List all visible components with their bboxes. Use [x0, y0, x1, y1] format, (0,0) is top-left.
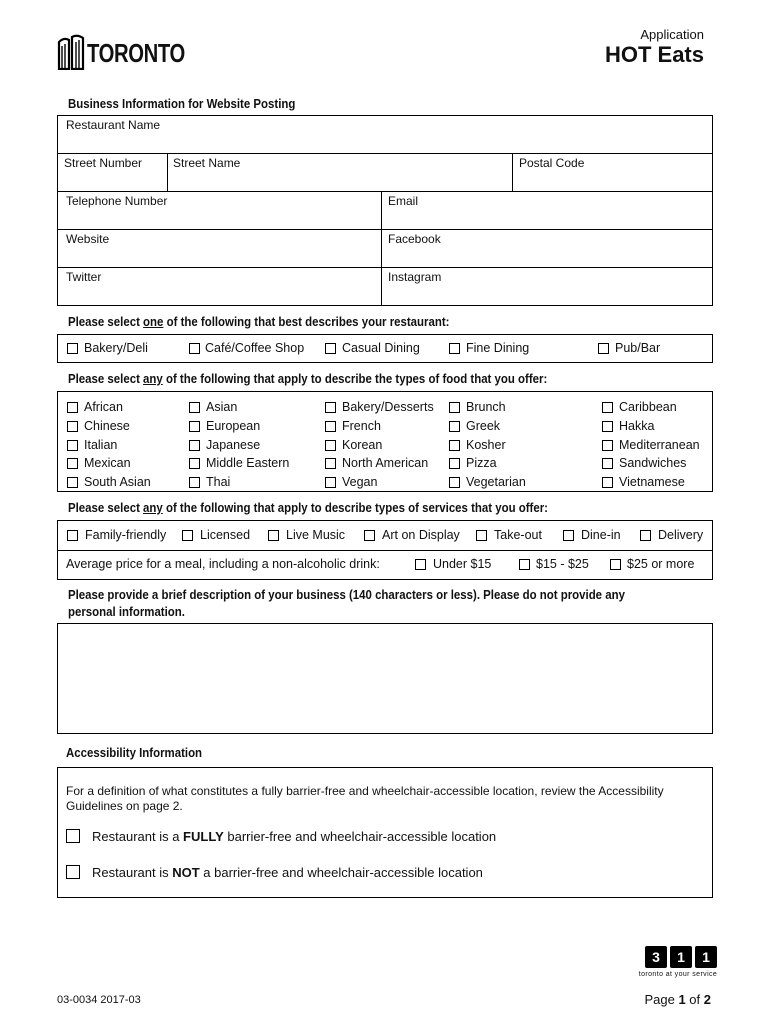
checkbox[interactable] — [563, 530, 574, 541]
restaurant-name-field[interactable]: Restaurant Name — [66, 118, 161, 132]
checkbox[interactable] — [449, 402, 460, 413]
food-option-label: Japanese — [206, 437, 261, 452]
food-option-label: Pizza — [466, 456, 497, 471]
checkbox[interactable] — [67, 440, 78, 451]
business-info-table — [57, 115, 713, 306]
checkbox[interactable] — [325, 440, 336, 451]
accessibility-info-line1: For a definition of what constitutes a fully barrier-free and wheelchair-accessible location, review the Accessibility — [66, 784, 664, 798]
food-option-label: North American — [342, 456, 429, 471]
checkbox[interactable] — [67, 421, 78, 432]
toronto-logo — [57, 34, 185, 72]
page-number: Page 1 of 2 — [644, 992, 711, 1007]
badge-digit: 3 — [645, 946, 667, 968]
logo-text: TORONTO — [87, 38, 185, 68]
checkbox[interactable] — [602, 440, 613, 451]
checkbox[interactable] — [325, 343, 336, 354]
telephone-field[interactable]: Telephone Number — [66, 194, 168, 208]
food-option-label: African — [84, 400, 123, 414]
facebook-field[interactable]: Facebook — [388, 232, 441, 246]
street-number-field[interactable]: Street Number — [64, 156, 143, 170]
checkbox[interactable] — [449, 477, 460, 488]
checkbox[interactable] — [519, 559, 530, 570]
description-prompt-line1: Please provide a brief description of your business (140 characters or less). Please do not provide any — [68, 587, 625, 602]
checkbox[interactable] — [189, 343, 200, 354]
checkbox[interactable] — [325, 458, 336, 469]
checkbox[interactable] — [449, 421, 460, 432]
checkbox[interactable] — [268, 530, 279, 541]
food-option-label: Vietnamese — [619, 475, 685, 490]
checkbox[interactable] — [189, 421, 200, 432]
food-option-label: French — [342, 418, 381, 433]
checkbox[interactable] — [67, 477, 78, 488]
badge-digit: 1 — [670, 946, 692, 968]
city-hall-logo-icon — [57, 34, 85, 70]
postal-code-field[interactable]: Postal Code — [519, 156, 585, 170]
checkbox[interactable] — [325, 402, 336, 413]
checkbox[interactable] — [640, 530, 651, 541]
food-option-label: Thai — [206, 475, 231, 490]
food-option-label: Sandwiches — [619, 456, 687, 471]
checkbox[interactable] — [189, 440, 200, 451]
food-option-label: Bakery/Desserts — [342, 400, 434, 414]
checkbox[interactable] — [189, 477, 200, 488]
food-option-label: Kosher — [466, 437, 506, 452]
business-section-title: Business Information for Website Posting — [68, 96, 296, 111]
instagram-field[interactable]: Instagram — [388, 270, 442, 284]
badge-311 — [638, 946, 721, 980]
checkbox[interactable] — [67, 458, 78, 469]
food-option-label: European — [206, 418, 261, 433]
accessibility-info-line2: Guidelines on page 2. — [66, 799, 183, 813]
food-option-label: South Asian — [84, 475, 151, 490]
food-option-label: Greek — [466, 418, 501, 433]
badge-digit: 1 — [695, 946, 717, 968]
food-option-label: Vegetarian — [466, 475, 526, 490]
food-option-label: Asian — [206, 400, 238, 414]
checkbox[interactable] — [67, 343, 78, 354]
form-type-label: Application — [640, 27, 704, 42]
checkbox[interactable] — [602, 421, 613, 432]
food-option-label: Middle Eastern — [206, 456, 290, 471]
checkbox[interactable] — [182, 530, 193, 541]
checkbox[interactable] — [189, 402, 200, 413]
checkbox[interactable] — [67, 402, 78, 413]
restaurant-type-prompt: Please select one of the following that best describes your restaurant: — [68, 314, 450, 329]
services-prompt: Please select any of the following that apply to describe types of services that you offer: — [68, 500, 548, 515]
checkbox[interactable] — [449, 458, 460, 469]
checkbox[interactable] — [449, 440, 460, 451]
checkbox[interactable] — [602, 477, 613, 488]
form-title: HOT Eats — [604, 42, 704, 67]
description-prompt-line2: personal information. — [68, 604, 185, 619]
checkbox[interactable] — [476, 530, 487, 541]
twitter-field[interactable]: Twitter — [66, 270, 102, 284]
checkbox[interactable] — [602, 458, 613, 469]
description-textarea[interactable] — [57, 623, 713, 734]
food-option-label: Mediterranean — [619, 437, 700, 452]
food-option-label: Brunch — [466, 400, 506, 414]
food-option-label: Korean — [342, 437, 383, 452]
checkbox[interactable] — [415, 559, 426, 570]
food-types-prompt: Please select any of the following that apply to describe the types of food that you offer: — [68, 371, 548, 386]
checkbox[interactable] — [610, 559, 621, 570]
checkbox[interactable] — [364, 530, 375, 541]
checkbox[interactable] — [66, 829, 80, 843]
checkbox[interactable] — [189, 458, 200, 469]
checkbox[interactable] — [325, 421, 336, 432]
checkbox[interactable] — [449, 343, 460, 354]
food-option-label: Vegan — [342, 475, 378, 490]
checkbox[interactable] — [602, 402, 613, 413]
food-option-label: Caribbean — [619, 400, 677, 414]
form-number: 03-0034 2017-03 — [57, 994, 141, 1006]
price-label: Average price for a meal, including a non-alcoholic drink: — [66, 557, 380, 571]
email-field[interactable]: Email — [388, 194, 419, 208]
street-name-field[interactable]: Street Name — [173, 156, 241, 170]
checkbox[interactable] — [325, 477, 336, 488]
checkbox[interactable] — [598, 343, 609, 354]
website-field[interactable]: Website — [66, 232, 110, 246]
food-option-label: Italian — [84, 437, 118, 452]
badge-tagline: toronto at your service — [638, 971, 718, 978]
food-option-label: Mexican — [84, 456, 131, 471]
food-option-label: Hakka — [619, 418, 655, 433]
checkbox[interactable] — [67, 530, 78, 541]
accessibility-section-title: Accessibility Information — [66, 745, 203, 760]
food-option-label: Chinese — [84, 418, 130, 433]
checkbox[interactable] — [66, 865, 80, 879]
